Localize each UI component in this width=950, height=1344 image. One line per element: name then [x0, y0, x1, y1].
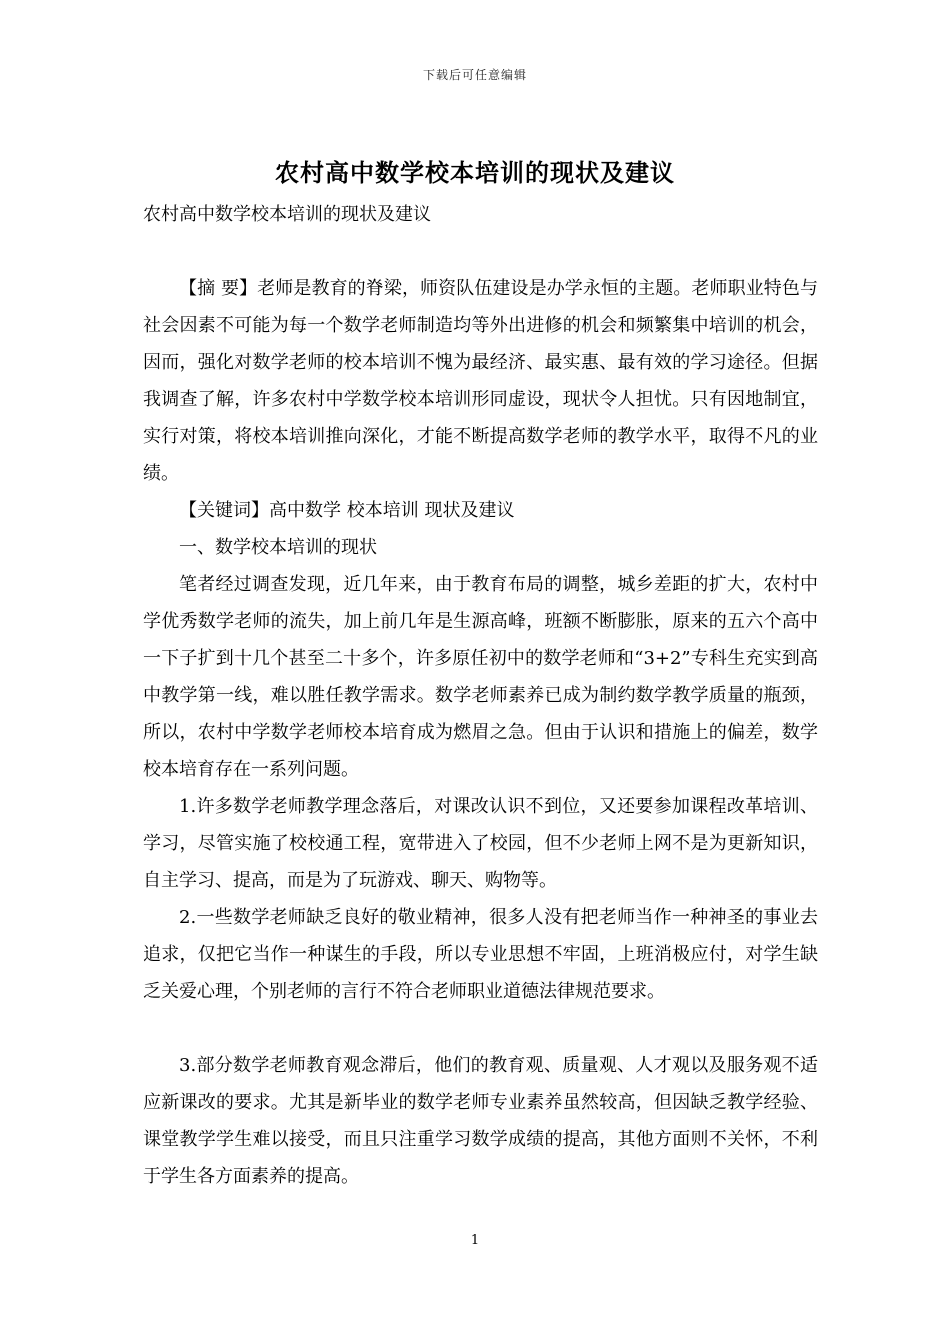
keywords-paragraph: 【关键词】高中数学 校本培训 现状及建议 — [179, 500, 515, 521]
document-subtitle: 农村高中数学校本培训的现状及建议 — [143, 204, 431, 225]
document-title: 农村高中数学校本培训的现状及建议 — [275, 158, 675, 187]
abstract-paragraph: 【摘 要】老师是教育的脊梁，师资队伍建设是办学永恒的主题。老师职业特色与社会因素不可能为每一个数学老师制造均等外出进修的机会和频繁集中培训的机会，因而，强化对数学老师的校本培训不愧为最经济、最实惠、最有效的学习途径。但据我调查了解，许多农村中学数学校本培训形同虚设，现状令人担忧。只有因地制宜，实行对策，将校本培训推向深化，才能不断提高数学老师的教学水平，取得不凡的业绩。 — [143, 278, 818, 484]
page-number: 1 — [470, 1233, 480, 1248]
numbered-item-2: 2.一些数学老师缺乏良好的敬业精神，很多人没有把老师当作一种神圣的事业去追求，仅把它当作一种谋生的手段，所以专业思想不牢固，上班消极应付，对学生缺乏关爱心理，个别老师的言行不符合老师职业道德法律规范要求。 — [143, 907, 818, 1002]
section-heading: 一、数学校本培训的现状 — [179, 537, 377, 558]
numbered-item-3: 3.部分数学老师教育观念滞后，他们的教育观、质量观、人才观以及服务观不适应新课改的要求。尤其是新毕业的数学老师专业素养虽然较高，但因缺乏教学经验、课堂教学学生难以接受，而且只注重学习数学成绩的提高，其他方面则不关怀，不利于学生各方面素养的提高。 — [143, 1055, 818, 1187]
body-paragraph: 笔者经过调查发现，近几年来，由于教育布局的调整，城乡差距的扩大，农村中学优秀数学老师的流失，加上前几年是生源高峰，班额不断膨胀，原来的五六个高中一下子扩到十几个甚至二十多个，许多原任初中的数学老师和“3+2”专科生充实到高中教学第一线，难以胜任教学需求。数学老师素养已成为制约数学教学质量的瓶颈，所以，农村中学数学老师校本培育成为燃眉之急。但由于认识和措施上的偏差，数学校本培育存在一系列问题。 — [143, 574, 818, 780]
numbered-item-1: 1.许多数学老师教学理念落后，对课改认识不到位，又还要参加课程改革培训、学习，尽管实施了校校通工程，宽带进入了校园，但不少老师上网不是为更新知识，自主学习、提高，而是为了玩游戏、聊天、购物等。 — [143, 796, 818, 891]
page-header-note: 下载后可任意编辑 — [422, 68, 527, 82]
document-body — [143, 270, 818, 1195]
